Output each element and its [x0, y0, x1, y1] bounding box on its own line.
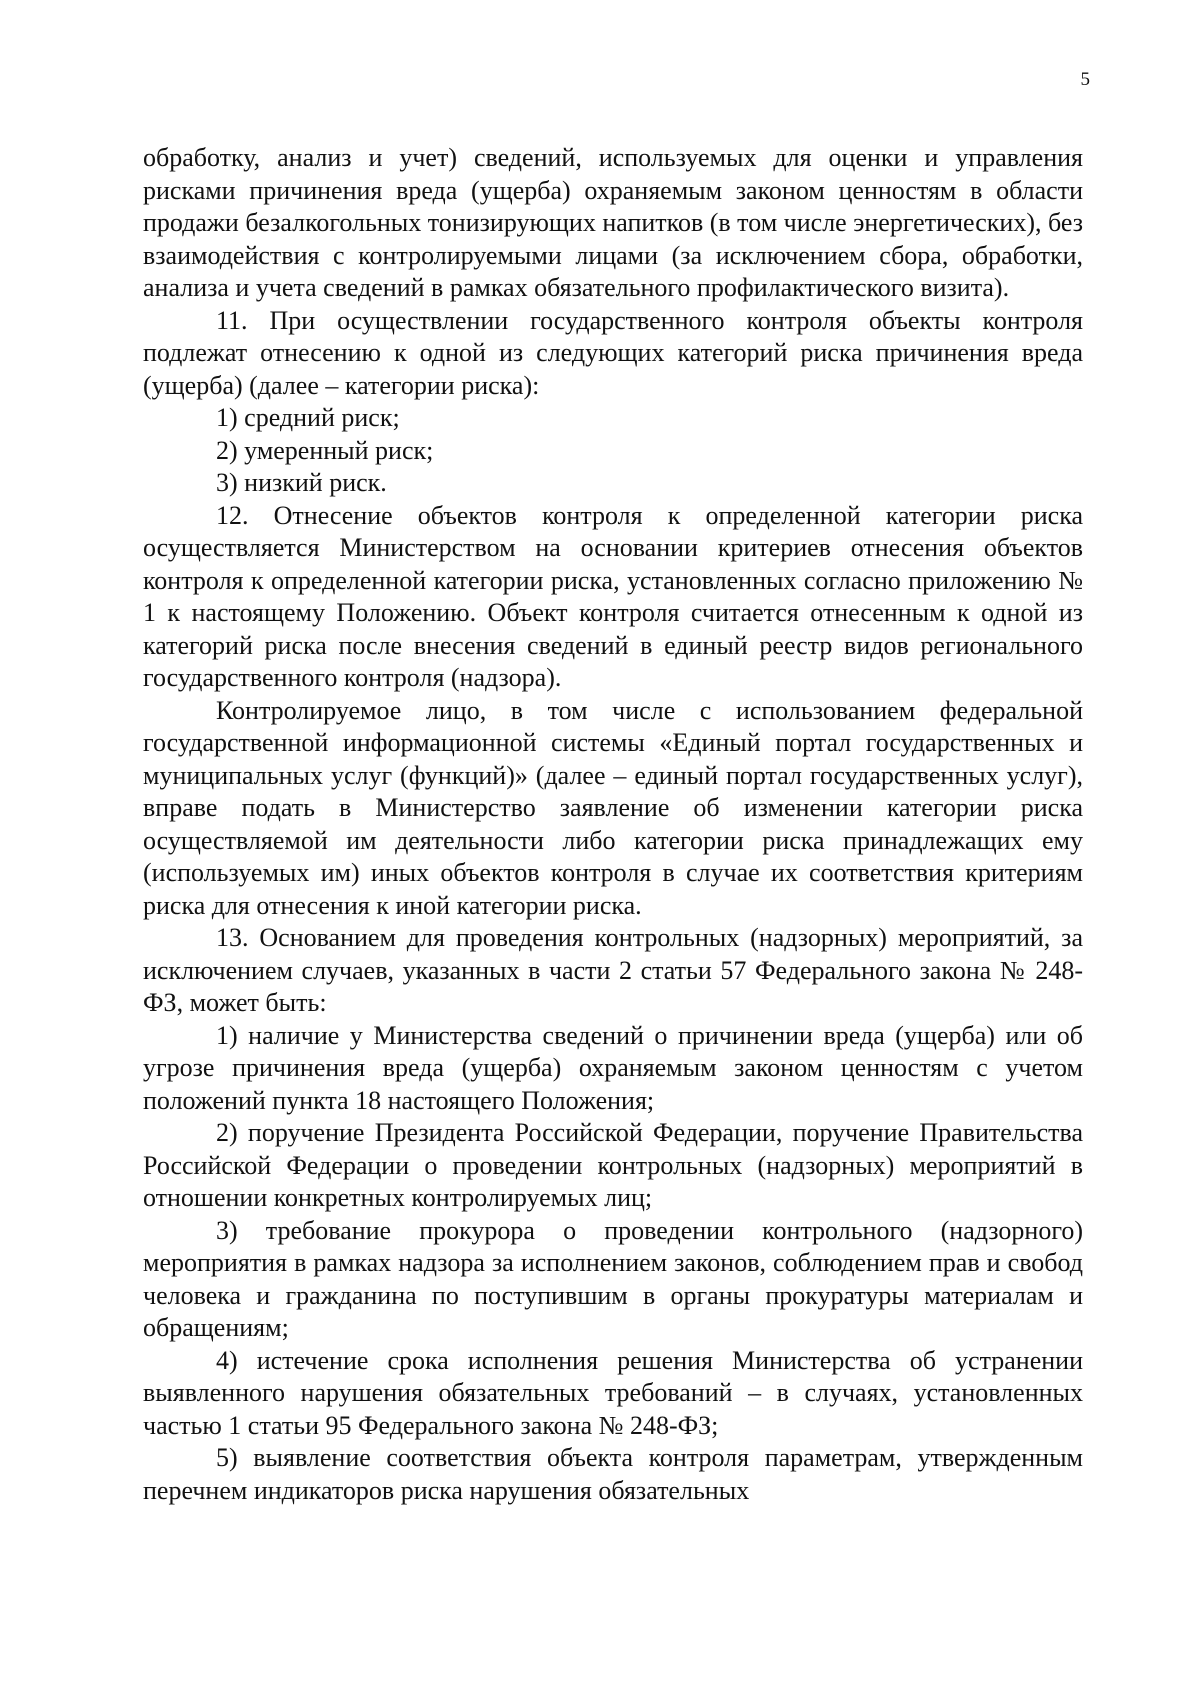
list-item-low-risk: 3) низкий риск.	[216, 468, 387, 497]
list-item-medium-risk: 1) средний риск;	[216, 403, 400, 432]
paragraph-item-13: 13. Основанием для проведения контрольных (надзорных) мероприятий, за исключением случаев, указанных в части 2 статьи 57 Федерального закона № 248-ФЗ, может быть:	[143, 923, 1083, 1017]
page-number: 5	[1080, 69, 1090, 90]
list-item-grounds-3: 3) требование прокурора о проведении контрольного (надзорного) мероприятия в рамках надзора за исполнением законов, соблюдением прав и свобод человека и гражданина по поступившим в органы прокуратуры материалам и обращениям;	[143, 1215, 1083, 1342]
paragraph-item-12: 12. Отнесение объектов контроля к определенной категории риска осуществляется Министерством на основании критериев отнесения объектов контроля к определенной категории риска, установленных согласно приложению № 1 к настоящему Положению. Объект контроля считается отнесенным к одной из категорий риска после внесения сведений в единый реестр видов регионального государственного контроля (надзора).	[143, 500, 1083, 692]
list-item-grounds-5: 5) выявление соответствия объекта контроля параметрам, утвержденным перечнем индикаторов риска нарушения обязательных	[143, 1443, 1083, 1505]
list-item-grounds-4: 4) истечение срока исполнения решения Министерства об устранении выявленного нарушения обязательных требований – в случаях, установленных частью 1 статьи 95 Федерального закона № 248-ФЗ;	[143, 1345, 1083, 1440]
document-body	[143, 142, 1083, 1507]
list-item-grounds-2: 2) поручение Президента Российской Федерации, поручение Правительства Российской Федерации о проведении контрольных (надзорных) мероприятий в отношении конкретных контролируемых лиц;	[143, 1118, 1083, 1212]
list-item-grounds-1: 1) наличие у Министерства сведений о причинении вреда (ущерба) или об угрозе причинения вреда (ущерба) охраняемым законом ценностям с учетом положений пункта 18 настоящего Положения;	[143, 1020, 1083, 1115]
paragraph-controlled-person: Контролируемое лицо, в том числе с использованием федеральной государственной информационной системы «Единый портал государственных и муниципальных услуг (функций)» (далее – единый портал государственных услуг), вправе подать в Министерство заявление об изменении категории риска осуществляемой им деятельности либо категории риска принадлежащих ему (используемых им) иных объектов контроля в случае их соответствия критериям риска для отнесения к иной категории риска.	[143, 695, 1083, 920]
paragraph-continuation: обработку, анализ и учет) сведений, используемых для оценки и управления рисками причинения вреда (ущерба) охраняемым законом ценностям в области продажи безалкогольных тонизирующих напитков (в том числе энергетических), без взаимодействия с контролируемыми лицами (за исключением сбора, обработки, анализа и учета сведений в рамках обязательного профилактического визита).	[143, 143, 1083, 302]
list-item-moderate-risk: 2) умеренный риск;	[216, 435, 434, 465]
paragraph-item-11: 11. При осуществлении государственного контроля объекты контроля подлежат отнесению к одной из следующих категорий риска причинения вреда (ущерба) (далее – категории риска):	[143, 305, 1083, 400]
